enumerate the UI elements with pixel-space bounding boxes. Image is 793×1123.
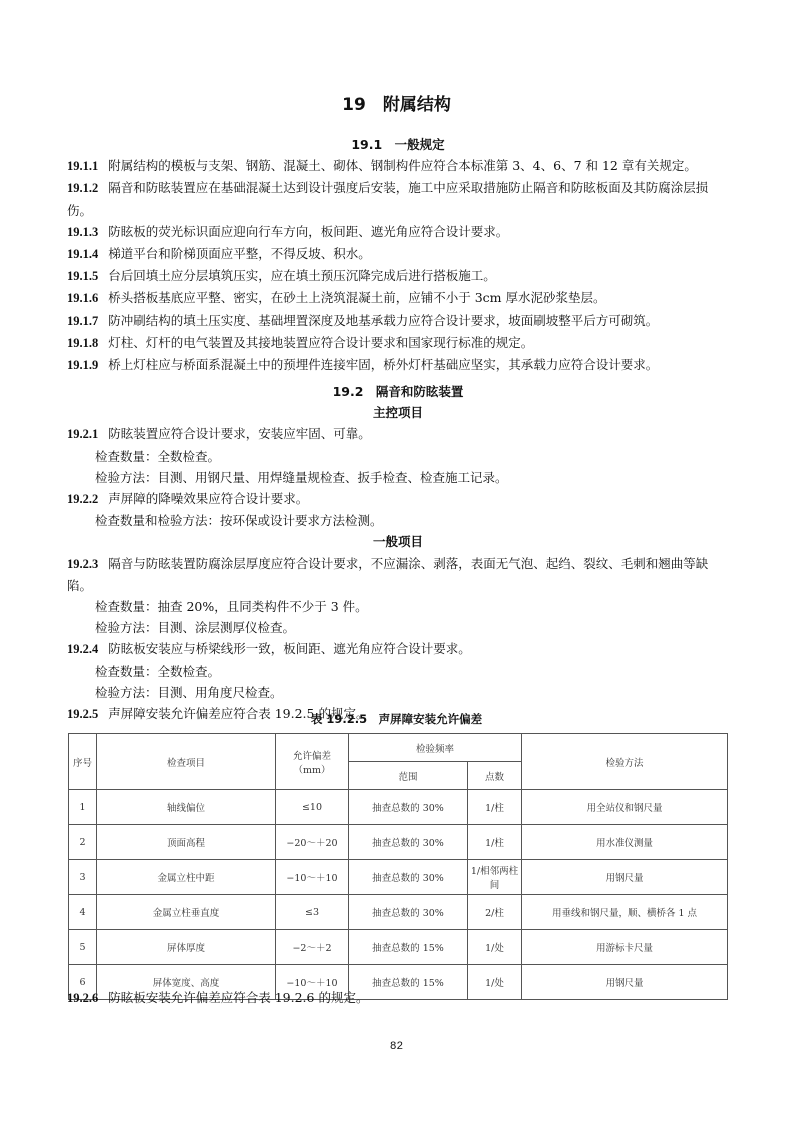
header-tolerance: 允许偏差（mm） [276, 734, 349, 790]
table-caption: 表 19.2.5 声屏障安装允许偏差 [310, 712, 483, 726]
cell-no: 2 [69, 825, 97, 860]
cell-tolerance: −20～＋20 [276, 825, 349, 860]
clause-19-2-6 [67, 987, 729, 1009]
clause [67, 243, 729, 265]
cell-points: 2/柱 [468, 895, 522, 930]
clause-text: 防眩板安装允许偏差应符合表 19.2.6 的规定。 [108, 990, 369, 1005]
section-19-1 [67, 134, 729, 376]
clause-number: 19.1.9 [67, 358, 99, 373]
cell-points: 1/相邻两柱间 [468, 860, 522, 895]
cell-points: 1/柱 [468, 790, 522, 825]
cell-no: 3 [69, 860, 97, 895]
clause-sub: 检验方法：目测、涂层测厚仪检查。 [95, 620, 296, 636]
clause-sub: 检查数量：全数检查。 [95, 448, 221, 464]
table-row [69, 895, 728, 930]
clause [67, 553, 729, 596]
clause-number: 19.2.3 [67, 556, 99, 571]
tolerance-table [68, 733, 728, 1000]
header-points: 点数 [468, 762, 522, 790]
cell-points: 1/柱 [468, 825, 522, 860]
clause [67, 177, 729, 220]
clause-number: 19.2.4 [67, 642, 99, 657]
cell-item: 顶面高程 [97, 825, 276, 860]
clause [67, 287, 729, 309]
cell-method: 用钢尺量 [522, 860, 728, 895]
clause-sub: 检验方法：目测、用角度尺检查。 [95, 684, 283, 700]
clause [67, 423, 729, 445]
header-frequency: 检验频率 [349, 734, 522, 762]
clause-sub: 检查数量：抽查 20%，且同类构件不少于 3 件。 [95, 599, 368, 615]
cell-tolerance: ≤3 [276, 895, 349, 930]
clause-text: 防眩装置应符合设计要求，安装应牢固、可靠。 [108, 426, 371, 442]
cell-item: 屏体宽度、高度 [97, 965, 276, 1000]
clause-number: 19.2.5 [67, 707, 99, 722]
header-method: 检验方法 [522, 734, 728, 790]
clause [67, 638, 729, 660]
clause-number: 19.1.7 [67, 313, 99, 328]
page-number: 82 [389, 1041, 404, 1053]
clause-text: 梯道平台和阶梯顶面应平整，不得反坡、积水。 [108, 246, 371, 262]
section-heading: 19.1 一般规定 [351, 137, 445, 152]
subsection-heading-general: 一般项目 [372, 534, 423, 550]
clause-text: 附属结构的模板与支架、钢筋、混凝土、砌体、钢制构件应符合本标准第 3、4、6、7 和 12 章有关规定。 [108, 158, 697, 174]
clause-text: 声屏障安装允许偏差应符合表 19.2.5 的规定。 [108, 706, 369, 722]
clause-number: 19.1.6 [67, 291, 99, 306]
clause-sub: 检验方法：目测、用钢尺量、用焊缝量规检查、扳手检查、检查施工记录。 [95, 469, 508, 485]
clause [67, 155, 729, 177]
clause-text: 声屏障的降噪效果应符合设计要求。 [108, 491, 309, 507]
cell-range: 抽查总数的 30% [349, 860, 468, 895]
clause-text: 灯柱、灯杆的电气装置及其接地装置应符合设计要求和国家现行标准的规定。 [108, 334, 534, 350]
header-range: 范围 [349, 762, 468, 790]
clause-number: 19.2.6 [67, 991, 99, 1005]
cell-item: 屏体厚度 [97, 930, 276, 965]
cell-range: 抽查总数的 15% [349, 930, 468, 965]
cell-method: 用垂线和钢尺量，顺、横桥各 1 点 [522, 895, 728, 930]
clause-number: 19.1.8 [67, 335, 99, 350]
chapter-title: 19 附属结构 [342, 95, 451, 115]
cell-tolerance: ≤10 [276, 790, 349, 825]
section-heading: 19.2 隔音和防眩装置 [332, 384, 464, 399]
clause-number: 19.1.1 [67, 159, 99, 174]
table-row [69, 860, 728, 895]
clause-text: 桥头搭板基底应平整、密实，在砂土上浇筑混凝土前，应铺不小于 3cm 厚水泥砂浆垫层。 [108, 290, 606, 306]
clause-text: 隔音与防眩装置防腐涂层厚度应符合设计要求，不应漏涂、剥落，表面无气泡、起绉、裂纹、毛刺和翘曲等缺陷。 [67, 555, 709, 593]
cell-method: 用全站仪和钢尺量 [522, 790, 728, 825]
clause-sub: 检查数量和检验方法：按环保或设计要求方法检测。 [95, 513, 383, 529]
table-row [69, 790, 728, 825]
cell-tolerance: −10～＋10 [276, 860, 349, 895]
clause [67, 332, 729, 354]
cell-item: 轴线偏位 [97, 790, 276, 825]
cell-method: 用游标卡尺量 [522, 930, 728, 965]
clause-number: 19.1.5 [67, 269, 99, 284]
clause-text: 桥上灯柱应与桥面系混凝土中的预埋件连接牢固，桥外灯杆基础应坚实，其承载力应符合设计要求。 [108, 357, 659, 373]
cell-tolerance: −10～＋10 [276, 965, 349, 1000]
clause-text: 防眩板安装应与桥梁线形一致，板间距、遮光角应符合设计要求。 [108, 641, 471, 657]
clause-text: 隔音和防眩装置应在基础混凝土达到设计强度后安装，施工中应采取措施防止隔音和防眩板面及其防腐涂层损伤。 [67, 180, 709, 218]
cell-points: 1/处 [468, 930, 522, 965]
cell-range: 抽查总数的 30% [349, 790, 468, 825]
cell-no: 6 [69, 965, 97, 1000]
clause [67, 354, 729, 376]
clause-number: 19.1.2 [67, 181, 99, 196]
clause-text: 防冲刷结构的填土压实度、基础埋置深度及地基承载力应符合设计要求，坡面刷坡整平后方可砌筑。 [108, 312, 659, 328]
clause-text: 防眩板的荧光标识面应迎向行车方向，板间距、遮光角应符合设计要求。 [108, 223, 509, 239]
clause-text: 台后回填土应分层填筑压实，应在填土预压沉降完成后进行搭板施工。 [108, 268, 496, 284]
clause [67, 488, 729, 510]
header-item: 检查项目 [97, 734, 276, 790]
clause-sub: 检查数量：全数检查。 [95, 663, 221, 679]
clause-number: 19.2.2 [67, 492, 99, 507]
section-19-2 [67, 381, 729, 725]
clause [67, 310, 729, 332]
cell-no: 5 [69, 930, 97, 965]
cell-method: 用钢尺量 [522, 965, 728, 1000]
cell-no: 4 [69, 895, 97, 930]
table-row [69, 930, 728, 965]
cell-item: 金属立柱中距 [97, 860, 276, 895]
header-no: 序号 [69, 734, 97, 790]
cell-no: 1 [69, 790, 97, 825]
cell-points: 1/处 [468, 965, 522, 1000]
cell-range: 抽查总数的 30% [349, 825, 468, 860]
clause-number: 19.1.4 [67, 247, 99, 262]
clause [67, 221, 729, 243]
cell-range: 抽查总数的 30% [349, 895, 468, 930]
cell-method: 用水准仪测量 [522, 825, 728, 860]
cell-item: 金属立柱垂直度 [97, 895, 276, 930]
cell-range: 抽查总数的 15% [349, 965, 468, 1000]
cell-tolerance: −2～＋2 [276, 930, 349, 965]
clause-number: 19.1.3 [67, 224, 99, 239]
clause [67, 265, 729, 287]
clause-number: 19.2.1 [67, 427, 99, 442]
subsection-heading-main: 主控项目 [372, 405, 423, 421]
table-row [69, 825, 728, 860]
